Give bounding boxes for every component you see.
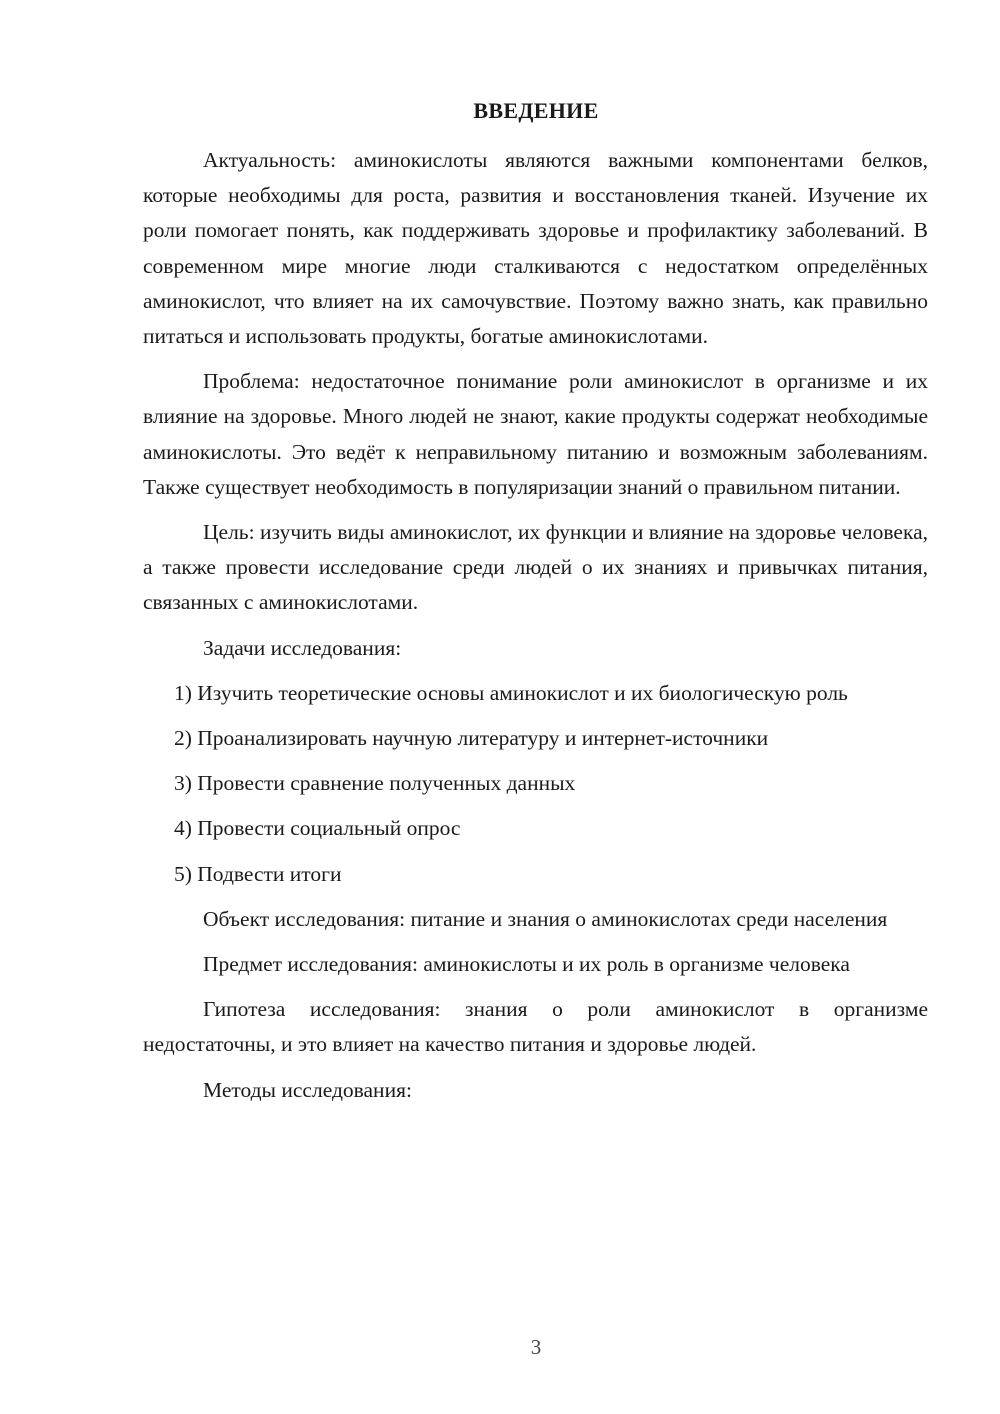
list-item: 1) Изучить теоретические основы аминокислот и их биологическую роль <box>174 680 848 705</box>
methods-title: Методы исследования: <box>203 1077 412 1102</box>
list-item: 4) Провести социальный опрос <box>174 816 461 841</box>
list-item: 2) Проанализировать научную литературу и интернет-источники <box>174 726 769 751</box>
problem-paragraph: Проблема: недостаточное понимание роли аминокислот в организме и их влияние на здоровье. Много людей не знают, какие продукты содержат необходимые аминокислоты. Это ведёт к неправильному питанию и возможным заболеваниям. Также существует необходимость в популяризации знаний о правильном питании. <box>143 369 928 499</box>
hypothesis-paragraph: Гипотеза исследования: знания о роли аминокислот в организме недостаточны, и это влияет на качество питания и здоровье людей. <box>143 997 928 1057</box>
relevance-paragraph: Актуальность: аминокислоты являются важными компонентами белков, которые необходимы для роста, развития и восстановления тканей. Изучение их роли помогает понять, как поддерживать здоровье и профилактику заболеваний. В современном мире многие люди сталкиваются с недостатком определённых аминокислот, что влияет на их самочувствие. Поэтому важно знать, как правильно питаться и использовать продукты, богатые аминокислотами. <box>143 148 928 349</box>
list-item: 3) Провести сравнение полученных данных <box>174 771 576 796</box>
body-text <box>143 143 928 1118</box>
list-item: 5) Подвести итоги <box>174 861 342 886</box>
tasks-list <box>143 676 928 892</box>
section-heading: ВВЕДЕНИЕ <box>473 98 599 123</box>
object-paragraph: Объект исследования: питание и знания о аминокислотах среди населения <box>203 906 888 931</box>
goal-paragraph: Цель: изучить виды аминокислот, их функции и влияние на здоровье человека, а также провести исследование среди людей о их знаниях и привычках питания, связанных с аминокислотами. <box>143 520 928 615</box>
page-number: 3 <box>530 1335 542 1359</box>
subject-paragraph: Предмет исследования: аминокислоты и их роль в организме человека <box>203 952 850 977</box>
tasks-title: Задачи исследования: <box>203 635 402 660</box>
